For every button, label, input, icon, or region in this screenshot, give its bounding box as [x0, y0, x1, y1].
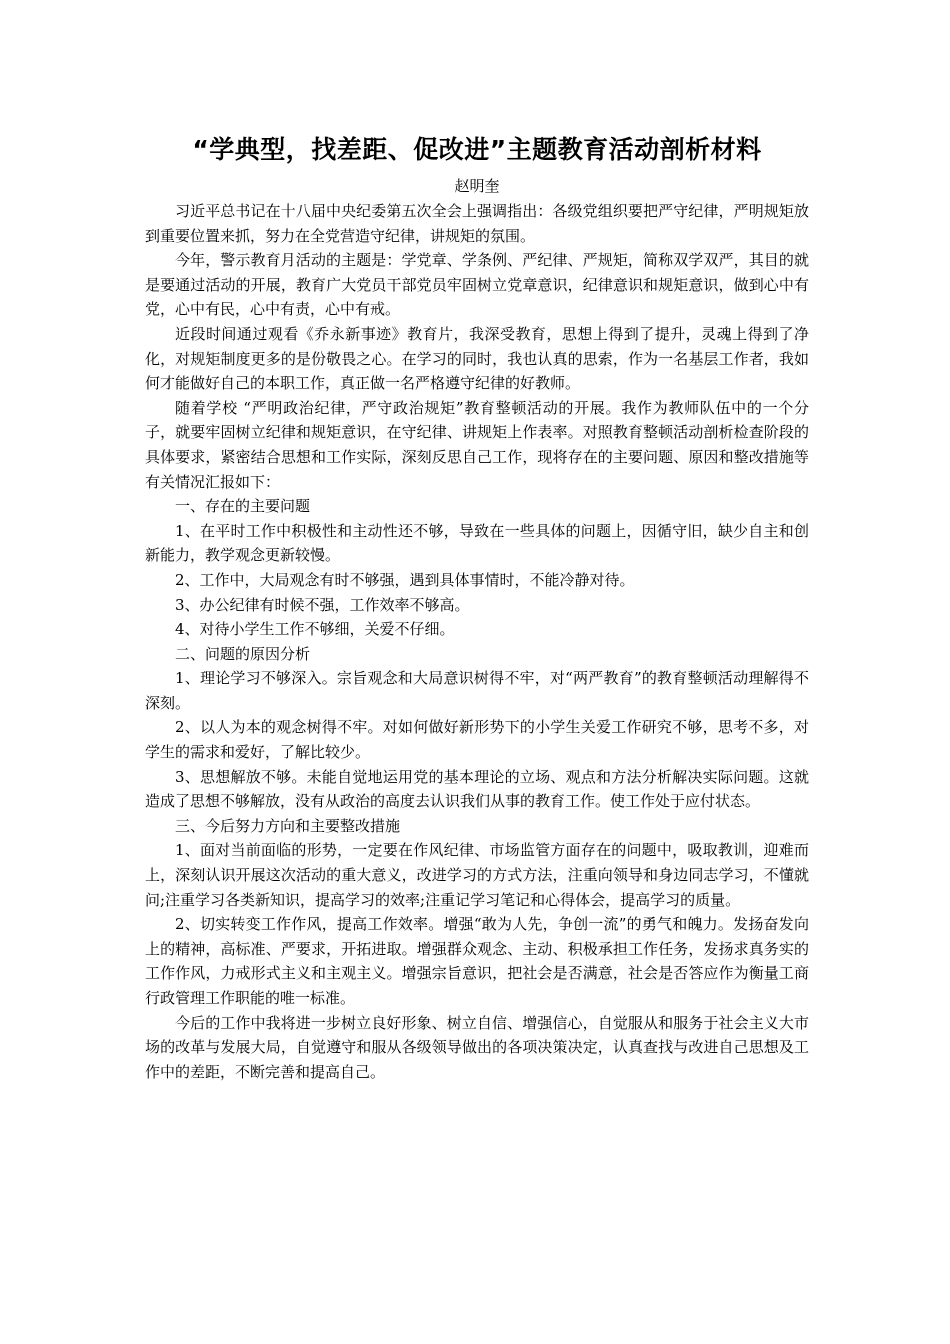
document-body — [145, 128, 809, 1084]
paragraph-context: 随着学校 “严明政治纪律，严守政治规矩”教育整顿活动的开展。我作为教师队伍中的一个分子，就要牢固树立纪律和规矩意识，在守纪律、讲规矩上作表率。对照教育整顿活动剖析检查阶段的具体要求，紧密结合思想和工作实际，深刻反思自己工作，现将存在的主要问题、原因和整改措施等有关情况汇报如下： — [145, 398, 809, 491]
section-heading-measures: 三、今后努力方向和主要整改措施 — [175, 816, 401, 835]
paragraph-theme: 今年，警示教育月活动的主题是：学党章、学条例、严纪律、严规矩，简称双学双严，其目的就是要通过活动的开展，教育广大党员干部党员牢固树立党章意识，纪律意识和规矩意识，做到心中有党，心中有民，心中有责，心中有戒。 — [145, 251, 809, 319]
paragraph-conclusion: 今后的工作中我将进一步树立良好形象、树立自信、增强信心，自觉服从和服务于社会主义大市场的改革与发展大局，自觉遵守和服从各级领导做出的各项决策决定，认真查找与改进自己思想及工作中的差距，不断完善和提高自己。 — [145, 1013, 809, 1081]
section-heading-problems: 一、存在的主要问题 — [175, 497, 311, 516]
paragraph-study: 近段时间通过观看《乔永新事迹》教育片，我深受教育，思想上得到了提升，灵魂上得到了净化，对规矩制度更多的是份敬畏之心。在学习的同时，我也认真的思索，作为一名基层工作者，我如何才能做好自己的本职工作，真正做一名严格遵守纪律的好教师。 — [145, 324, 809, 393]
list-item-problem-4: 4、对待小学生工作不够细，关爱不仔细。 — [175, 620, 455, 639]
list-item-cause-3: 3、思想解放不够。未能自觉地运用党的基本理论的立场、观点和方法分析解决实际问题。这就造成了思想不够解放，没有从政治的高度去认识我们从事的教育工作。使工作处于应付状态。 — [145, 767, 809, 811]
list-item-cause-1: 1、理论学习不够深入。宗旨观念和大局意识树得不牢，对“两严教育”的教育整顿活动理解得不深刻。 — [145, 669, 809, 712]
author-name: 赵明奎 — [454, 177, 500, 195]
list-item-cause-2: 2、以人为本的观念树得不牢。对如何做好新形势下的小学生关爱工作研究不够，思考不多，对学生的需求和爱好，了解比较少。 — [145, 718, 809, 762]
list-item-problem-2: 2、工作中，大局观念有时不够强，遇到具体事情时，不能冷静对待。 — [175, 570, 635, 589]
list-item-problem-1: 1、在平时工作中积极性和主动性还不够，导致在一些具体的问题上，因循守旧，缺少自主和创新能力，教学观念更新较慢。 — [145, 521, 809, 565]
section-heading-causes: 二、问题的原因分析 — [175, 644, 311, 663]
list-item-measure-2: 2、切实转变工作作风，提高工作效率。增强“敢为人先，争创一流”的勇气和魄力。发扬奋发向上的精神，高标准、严要求，开拓进取。增强群众观念、主动、积极承担工作任务，发扬求真务实的工作作风，力戒形式主义和主观主义。增强宗旨意识，把社会是否满意，社会是否答应作为衡量工商行政管理工作职能的唯一标准。 — [145, 915, 809, 1007]
list-item-problem-3: 3、办公纪律有时候不强，工作效率不够高。 — [175, 595, 470, 614]
document-title: “学典型，找差距、促改进”主题教育活动剖析材料 — [192, 135, 762, 164]
paragraph-intro: 习近平总书记在十八届中央纪委第五次全会上强调指出：各级党组织要把严守纪律，严明规矩放到重要位置来抓，努力在全党营造守纪律，讲规矩的氛围。 — [145, 202, 809, 245]
list-item-measure-1: 1、面对当前面临的形势，一定要在作风纪律、市场监管方面存在的问题中，吸取教训，迎难而上，深刻认识开展这次活动的重大意义，改进学习的方式方法，注重向领导和身边同志学习，不懂就问;注重学习各类新知识，提高学习的效率;注重记学习笔记和心得体会，提高学习的质量。 — [145, 841, 809, 909]
